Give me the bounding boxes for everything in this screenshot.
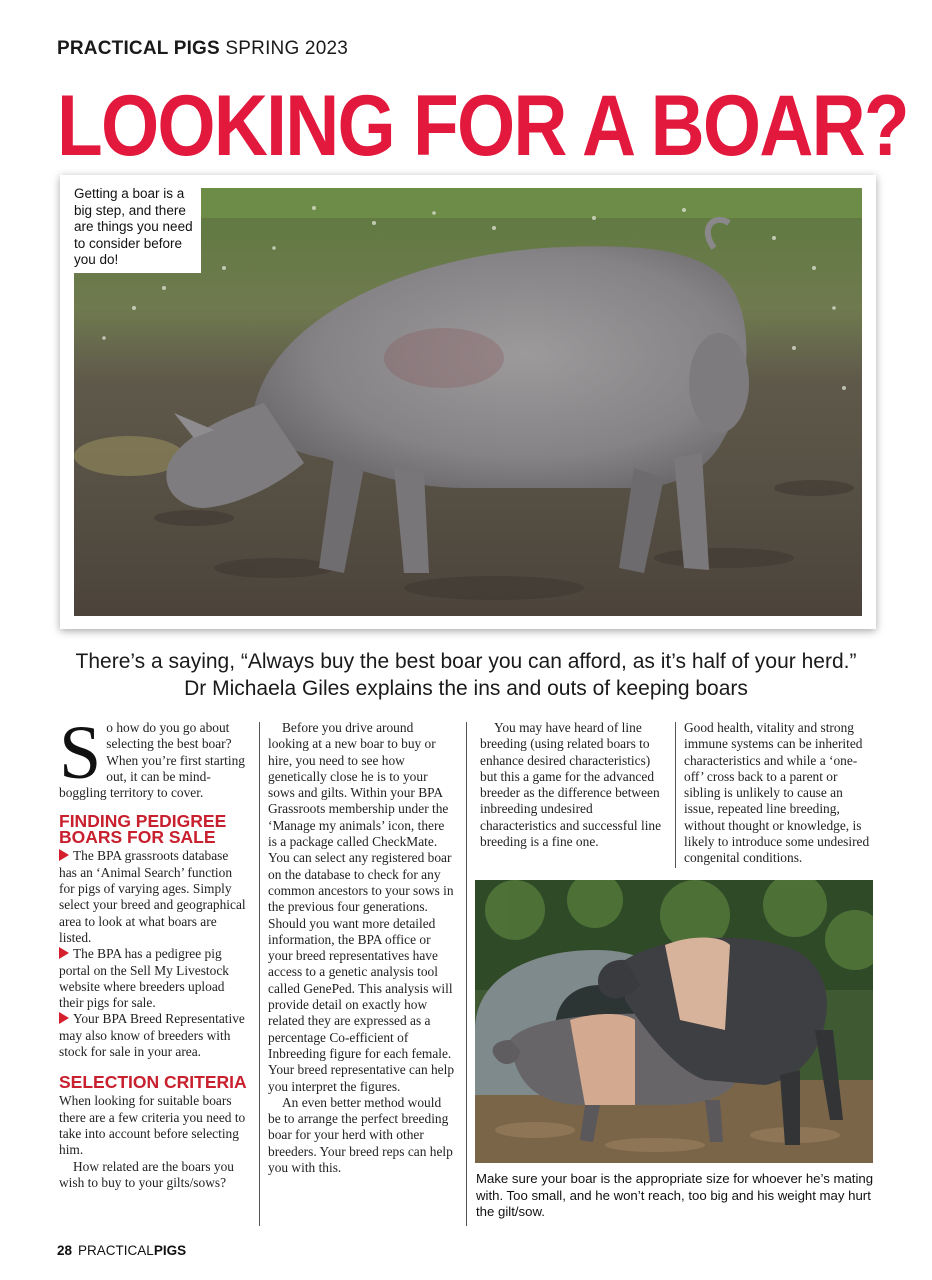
body-paragraph: How related are the boars you wish to buy to your gilts/sows? (59, 1158, 234, 1190)
column-1 (59, 711, 249, 1191)
bullet-item (59, 946, 249, 1011)
intro-paragraph (59, 711, 249, 801)
subhead-selection-criteria: SELECTION CRITERIA (59, 1072, 247, 1093)
body-paragraph: When looking for suitable boars there are a few criteria you need to take into account before selecting him. (59, 1093, 246, 1158)
drop-cap: S (59, 711, 102, 795)
subhead-finding-boars: FINDING PEDIGREE BOARS FOR SALE (59, 811, 227, 848)
page-footer (57, 1243, 186, 1258)
triangle-bullet-icon (59, 849, 69, 861)
standfirst-quote: There’s a saying, “Always buy the best boar you can afford, as it’s half of your herd.” (75, 650, 857, 673)
page-title: LOOKING FOR A BOAR? (57, 78, 908, 174)
bullet-text: The BPA grassroots database has an ‘Animal Search’ function for pigs of varying ages. Simply select your breed and geographical area to look at what boars are listed. (59, 848, 246, 945)
main-photo-caption: Getting a boar is a big step, and there are things you need to consider before you do! (73, 186, 201, 273)
column-3 (480, 720, 670, 850)
bullet-item (59, 848, 249, 946)
footer-publication-prefix: PRACTICAL (78, 1243, 154, 1258)
standfirst (40, 648, 892, 702)
intro-text: o how do you go about selecting the best boar? When you’re first starting out, it can be mind-boggling territory to cover. (59, 720, 245, 801)
body-paragraph: You may have heard of line breeding (using related boars to enhance desired characteristics) but this a game for the advanced breeder as the difference between inbreeding undesired characteristics and successful line breeding is a fine one. (480, 720, 662, 850)
page-number: 28 (57, 1243, 73, 1258)
running-header (57, 38, 348, 60)
column-2 (268, 720, 455, 1176)
column-rule (675, 722, 676, 868)
footer-publication-suffix: PIGS (153, 1243, 187, 1258)
column-rule (259, 722, 260, 1226)
body-paragraph: An even better method would be to arrange the perfect breeding boar for your herd with other breeders. Your breed reps can help you with this. (268, 1094, 453, 1176)
column-rule (466, 722, 467, 1226)
column-4 (684, 720, 876, 867)
body-paragraph: Before you drive around looking at a new boar to buy or hire, you need to see how genetically close he is to your sows and gilts. Within your BPA Grassroots membership under the ‘Manage my animals’ icon, there is a package called CheckMate. You can select any registered boar on the database to check for any common ancestors to your sows in the previous four generations. Should you want more detailed information, the BPA office or your breed representatives have access to a genetic analysis tool called GenePed. This analysis will provide detail on exactly how related they are expressed as a percentage Co-efficient of Inbreeding figure for each female. Your breed representative can help you interpret the figures. (268, 720, 455, 1094)
triangle-bullet-icon (59, 947, 69, 959)
header-brand: PRACTICAL PIGS (57, 38, 220, 59)
bullet-text: Your BPA Breed Representative may also know of breeders with stock for sale in your area. (59, 1011, 245, 1060)
triangle-bullet-icon (59, 1012, 69, 1024)
second-photo-caption: Make sure your boar is the appropriate size for whoever he’s mating with. Too small, and he won’t reach, too big and his weight may hurt the gilt/sow. (476, 1171, 874, 1219)
standfirst-byline: Dr Michaela Giles explains the ins and outs of keeping boars (184, 677, 748, 700)
bullet-item (59, 1011, 249, 1060)
bullet-text: The BPA has a pedigree pig portal on the Sell My Livestock website where breeders upload their pigs for sale. (59, 946, 229, 1011)
body-paragraph: Good health, vitality and strong immune systems can be inherited characteristics and while a ‘one-off’ cross back to a parent or sibling is unlikely to cause an issue, repeated line breeding, without thought or knowledge, is likely to introduce some undesired congenital conditions. (684, 720, 870, 866)
header-issue: SPRING 2023 (225, 38, 348, 59)
mating-pigs-photo (475, 880, 873, 1163)
